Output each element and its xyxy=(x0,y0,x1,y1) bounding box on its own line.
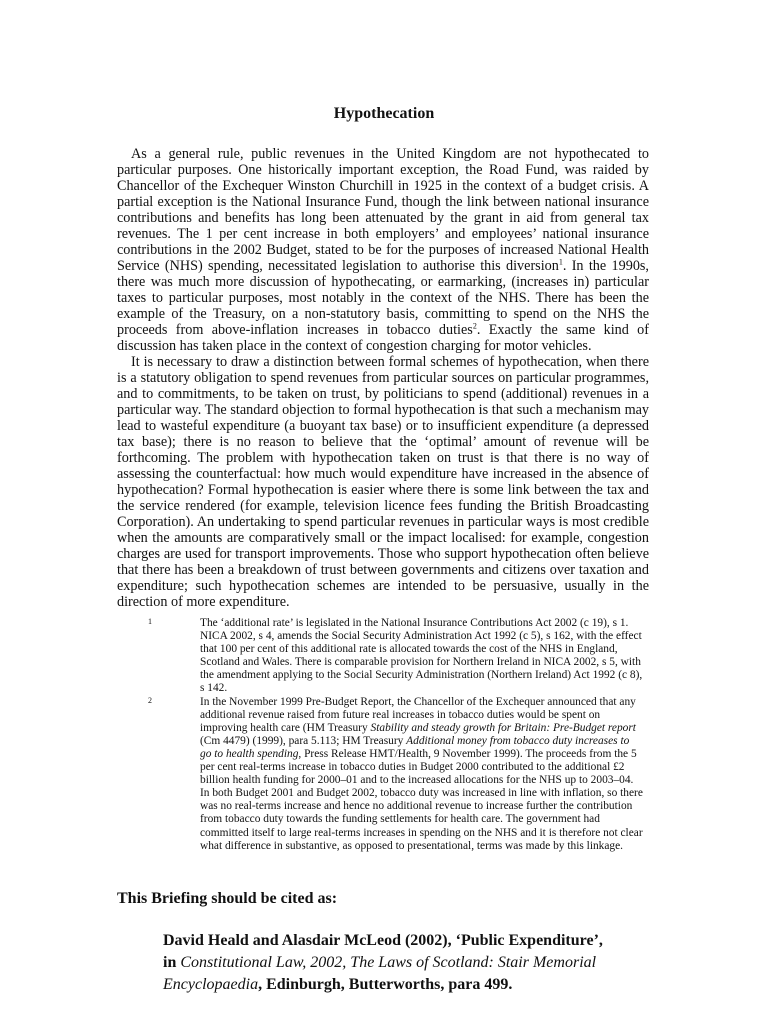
citation xyxy=(163,930,683,996)
citation-publisher: , Edinburgh, Butterworths, para 499. xyxy=(258,976,513,993)
paragraph-1-part-1: As a general rule, public revenues in the United Kingdom are not hypothecated to particular purposes. One historically important exception, the Road Fund, was raided by Chancellor of the Exchequer Winston Churchill in 1925 in the context of a budget crisis. A partial exception is the National Insurance Fund, though the link between national insurance contributions and benefits has long been attenuated by the grant in aid from general tax revenues. The 1 per cent increase in both employers’ and employees’ national insurance contributions in the 2002 Budget, stated to be for the purposes of increased National Health Service (NHS) spending, necessitated legislation to authorise this diversion xyxy=(117,146,649,274)
footnote-ref-1: 1 xyxy=(558,257,563,267)
footnote-number: 2 xyxy=(148,695,152,705)
body-text xyxy=(117,146,649,610)
footnote-1 xyxy=(148,617,643,696)
citation-in: in xyxy=(163,954,181,971)
citation-work-title: Constitutional Law, 2002, The Laws of Scotland: Stair Memorial Encyclopaedia xyxy=(163,954,597,993)
footnotes xyxy=(148,617,643,853)
footnote-text-part: , Press Release HMT/Health, 9 November 1999). The proceeds from the 5 per cent real-terms increase in tobacco duties in Budget 2000 contributed to the additional £2 billion health funding for 2000–01 and to the increased allocations for the NHS up to 2003–04. In both Budget 2001 and Budget 2002, tobacco duty was increased in line with inflation, so there was no real-terms increase and hence no additional revenue to increase further the contribution from tobacco duty towards the funding settlements for health care. The government had committed itself to large real-terms increases in spending on the NHS and it is therefore not clear what difference in substantive, as opposed to presentational, terms was made by this linkage. xyxy=(200,747,643,852)
footnote-text-part: (Cm 4479) (1999), para 5.113; HM Treasury xyxy=(200,734,407,747)
footnote-number: 1 xyxy=(148,617,152,626)
footnote-italic-title: Stability and steady growth for Britain: Pre-Budget report xyxy=(370,721,636,734)
footnote-italic-title: Additional money from tobacco duty increases to go to health spending xyxy=(200,734,630,760)
paragraph-1 xyxy=(117,146,649,354)
footnote-text xyxy=(200,696,643,853)
footnote-2 xyxy=(148,696,643,853)
paragraph-2: It is necessary to draw a distinction between formal schemes of hypothecation, when there is a statutory obligation to spend revenues from particular sources on particular programmes, and to commitments, to be taken on trust, by politicians to spend (additional) revenues in a particular way. The standard objection to formal hypothecation is that such a mechanism may lead to wasteful expenditure (a buoyant tax base) or to insufficient expenditure (a depressed tax base); there is no reason to believe that the ‘optimal’ amount of revenue will be forthcoming. The problem with hypothecation taken on trust is that there is no way of assessing the counterfactual: how much would expenditure have increased in the absence of hypothecation? Formal hypothecation is easier where there is some link between the tax and the service rendered (for example, television licence fees funding the British Broadcasting Corporation). An undertaking to spend particular revenues in particular ways is most credible when the amounts are comparatively small or the impact localised: for example, congestion charges are used for transport improvements. Those who support hypothecation often believe that there has been a breakdown of trust between governments and citizens over taxation and expenditure; such hypothecation schemes are intended to be persuasive, usually in the direction of more expenditure. xyxy=(117,354,649,610)
footnote-ref-2: 2 xyxy=(472,321,477,331)
paragraph-1-part-3: . Exactly the same kind of discussion has taken place in the context of congestion charging for motor vehicles. xyxy=(117,322,649,354)
footnote-text-part: In the November 1999 Pre-Budget Report, the Chancellor of the Exchequer announced that any additional revenue raised from future real increases in tobacco duties would be spent on improving health care (HM Treasury xyxy=(200,695,636,734)
citation-authors: David Heald and Alasdair McLeod (2002), ‘Public Expenditure’, xyxy=(163,932,603,949)
paragraph-1-part-2: . In the 1990s, there was much more discussion of hypothecating, or earmarking, (increases in) particular taxes to particular purposes, most notably in the context of the NHS. There has been the example of the Treasury, on a non-statutory basis, committing to spend on the NHS the proceeds from above-inflation increases in tobacco duties xyxy=(117,258,649,338)
footnote-text: The ‘additional rate’ is legislated in the National Insurance Contributions Act 2002 (c 19), s 1. NICA 2002, s 4, amends the Social Security Administration Act 1992 (c 5), s 162, with the effect that 100 per cent of this additional rate is allocated towards the cost of the NHS in England, Scotland and Wales. There is comparable provision for Northern Ireland in NICA 2002, s 5, with the amendment applying to the Social Security Administration (Northern Ireland) Act 1992 (c 8), s 142. xyxy=(200,617,643,695)
page-title: Hypothecation xyxy=(333,105,435,122)
citation-heading: This Briefing should be cited as: xyxy=(117,890,338,907)
